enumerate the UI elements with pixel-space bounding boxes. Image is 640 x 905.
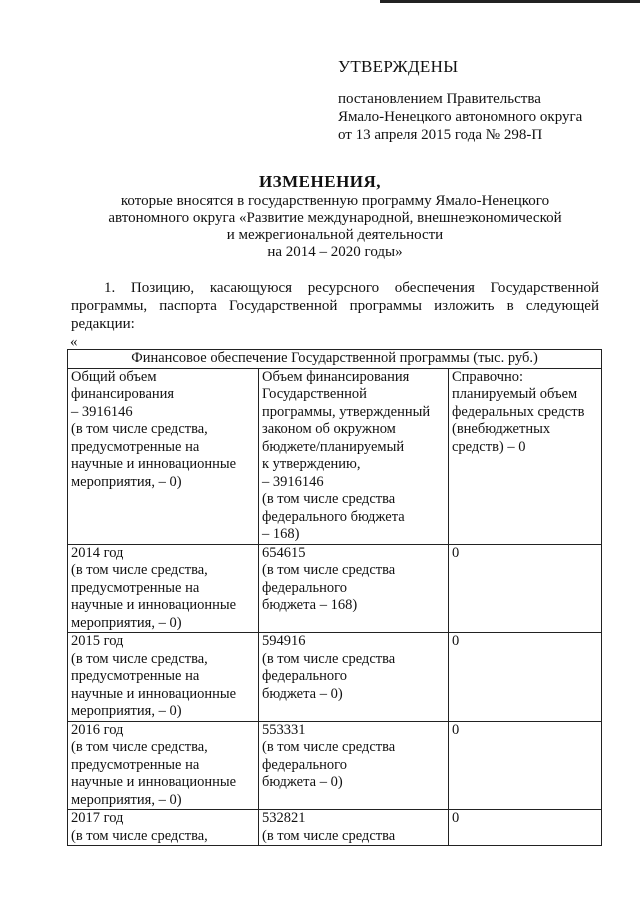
budget-financing-cell xyxy=(259,368,449,544)
cell-line: (в том числе средства xyxy=(262,827,396,844)
federal-cell xyxy=(449,633,602,722)
year-cell xyxy=(68,544,259,633)
amount-cell xyxy=(259,810,449,846)
table-row xyxy=(68,810,602,846)
table-header-row xyxy=(68,350,602,369)
cell-line: – 168) xyxy=(262,526,300,542)
cell-line: мероприятия, – 0) xyxy=(71,791,182,808)
table-row xyxy=(68,633,602,722)
cell-line: научные и инновационные xyxy=(71,456,237,472)
cell-line: научные и инновационные xyxy=(71,774,237,790)
cell-line: – 3916146 xyxy=(262,473,324,490)
table-row xyxy=(68,544,602,633)
approval-details xyxy=(338,90,582,144)
year-cell xyxy=(68,721,259,810)
subtitle-line: которые вносятся в государственную программу Ямало-Ненецкого xyxy=(120,193,550,209)
cell-line: планируемый объем xyxy=(452,386,578,402)
cell-line: (в том числе средства xyxy=(262,562,396,578)
cell-line: бюджета – 0) xyxy=(262,685,343,702)
cell-line: финансирования xyxy=(71,386,175,402)
table-header: Финансовое обеспечение Государственной программы (тыс. руб.) xyxy=(68,350,602,369)
cell-line: предусмотренные на xyxy=(71,579,200,596)
cell-line: мероприятия, – 0) xyxy=(71,473,182,490)
cell-line: федерального xyxy=(262,668,347,684)
cell-line: предусмотренные на xyxy=(71,438,200,455)
cell-line: бюджета – 168) xyxy=(262,597,358,613)
cell-line: (в том числе средства, xyxy=(71,739,208,755)
federal-cell xyxy=(449,721,602,810)
cell-line: 553331 xyxy=(262,721,306,738)
approval-line: Ямало-Ненецкого автономного округа xyxy=(338,109,583,125)
cell-line: 2017 год xyxy=(71,810,124,826)
subtitle-line: автономного округа «Развитие международной, внешнеэкономической xyxy=(108,210,562,226)
table-row xyxy=(68,368,602,544)
cell-line: (в том числе средства xyxy=(262,491,396,507)
cell-line: 654615 xyxy=(262,544,306,561)
cell-line: федеральных средств xyxy=(452,403,585,420)
year-cell xyxy=(68,633,259,722)
amount-cell xyxy=(259,633,449,722)
cell-line: 0 xyxy=(452,633,460,649)
cell-line: бюджете/планируемый xyxy=(262,438,405,455)
cell-line: мероприятия, – 0) xyxy=(71,703,182,719)
cell-line: (в том числе средства, xyxy=(71,421,208,437)
amount-cell xyxy=(259,721,449,810)
cell-line: 0 xyxy=(452,810,460,826)
total-financing-cell xyxy=(68,368,259,544)
cell-line: (внебюджетных xyxy=(452,421,551,437)
cell-line: (в том числе средства xyxy=(262,650,396,667)
document-title: ИЗМЕНЕНИЯ, xyxy=(258,172,382,191)
cell-line: (в том числе средства, xyxy=(71,562,208,578)
cell-line: 2015 год xyxy=(71,633,124,649)
cell-line: (в том числе средства, xyxy=(71,650,208,667)
cell-line: средств) – 0 xyxy=(452,438,526,455)
financing-table xyxy=(67,349,602,846)
cell-line: – 3916146 xyxy=(71,403,133,420)
cell-line: законом об окружном xyxy=(262,421,396,437)
reference-cell xyxy=(449,368,602,544)
amount-cell xyxy=(259,544,449,633)
table-row xyxy=(68,721,602,810)
subtitle-line: и межрегиональной деятельности xyxy=(226,227,444,243)
cell-line: Государственной xyxy=(262,386,367,402)
cell-line: Общий объем xyxy=(71,368,157,385)
cell-line: 0 xyxy=(452,721,460,738)
cell-line: 0 xyxy=(452,544,460,561)
top-border-line xyxy=(380,0,640,3)
cell-line: 2014 год xyxy=(71,544,124,561)
cell-line: 532821 xyxy=(262,810,306,826)
opening-quote: « xyxy=(70,334,78,350)
cell-line: (в том числе средства, xyxy=(71,827,208,844)
federal-cell xyxy=(449,810,602,846)
year-cell xyxy=(68,810,259,846)
cell-line: бюджета – 0) xyxy=(262,774,343,790)
approved-heading: УТВЕРЖДЕНЫ xyxy=(338,57,459,76)
cell-line: предусмотренные на xyxy=(71,668,200,684)
cell-line: (в том числе средства xyxy=(262,739,396,755)
cell-line: научные и инновационные xyxy=(71,685,237,702)
approval-line: постановлением Правительства xyxy=(338,91,541,107)
cell-line: Объем финансирования xyxy=(262,368,410,385)
paragraph-1 xyxy=(71,279,599,333)
cell-line: Справочно: xyxy=(452,368,524,385)
cell-line: предусмотренные на xyxy=(71,756,200,773)
cell-line: к утверждению, xyxy=(262,456,361,472)
federal-cell xyxy=(449,544,602,633)
cell-line: федерального xyxy=(262,579,347,596)
approval-line: от 13 апреля 2015 года № 298-П xyxy=(338,127,543,143)
document-subtitle xyxy=(95,193,575,261)
cell-line: федерального бюджета xyxy=(262,508,405,525)
subtitle-line: на 2014 – 2020 годы» xyxy=(267,244,403,260)
cell-line: 2016 год xyxy=(71,721,124,738)
cell-line: 594916 xyxy=(262,633,306,649)
cell-line: научные и инновационные xyxy=(71,597,237,613)
cell-line: программы, утвержденный xyxy=(262,403,431,420)
cell-line: мероприятия, – 0) xyxy=(71,614,182,631)
cell-line: федерального xyxy=(262,756,347,773)
paragraph-text: 1. Позицию, касающуюся ресурсного обеспечения Государственной программы, паспорта Государственной программы изложить в следующей редакции: xyxy=(71,280,599,332)
